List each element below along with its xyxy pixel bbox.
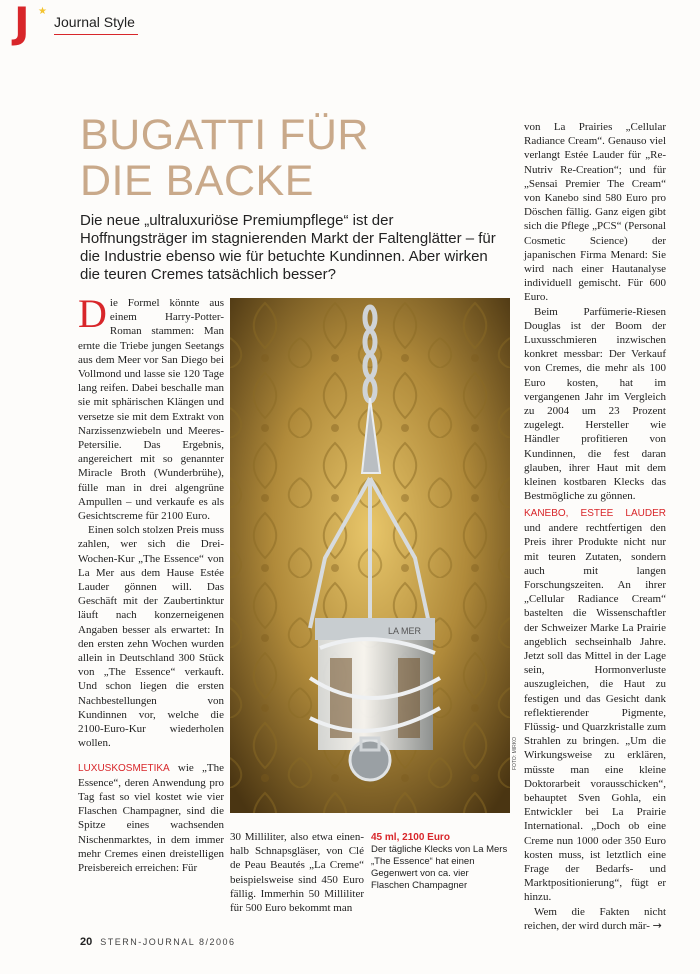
kicker: LUXUSKOSMETIKA bbox=[78, 762, 170, 774]
paragraph: Einen solch stolzen Preis muss zahlen, wer sich die Drei-Wochen-Kur „The Essence“ von La Mer aus dem Hause Estée Lauder gönnen will. Das Geschäft mit der Zaubertinktur läuft nach konzerneigenen Angaben besser als erwartet: In den ersten zehn Wochen wurden allein in Deutschland 300 Stück von „The Essence“ verkauft. Und schon liegen die ersten Nachbestellungen von Kundinnen vor, welche die 2100-Euro-Kur wiederholen wollen. bbox=[78, 524, 224, 750]
star-icon: ★ bbox=[38, 6, 47, 17]
paragraph bbox=[78, 761, 224, 876]
headline-line-2: DIE BACKE bbox=[80, 157, 314, 205]
paragraph bbox=[524, 506, 666, 905]
caption-text: Der tägliche Klecks von La Mers „The Essence“ hat einen Gegenwert von ca. vier Flaschen Champagner bbox=[371, 844, 508, 891]
section-header bbox=[8, 0, 208, 47]
headline-line-1: BUGATTI FÜR bbox=[80, 111, 369, 159]
photo-caption bbox=[371, 832, 509, 892]
paragraph: Beim Parfümerie-Riesen Douglas ist der Boom der Luxusschmieren inzwischen konkret messbar: Der Verkauf von Cremes, die mehr als 100 Euro kosten, hat im vergangenen Jahr im Vergleich zu 2004 um 23 Prozent zugelegt. Hersteller wie Händler profitieren von Kundinnen, die fest daran glauben, ihrer Haut mit dem kleinen kostbaren Klecks das Bestmögliche zu gönnen. bbox=[524, 305, 666, 503]
intro-paragraph bbox=[78, 291, 224, 523]
paragraph bbox=[524, 905, 666, 933]
paragraph: 30 Milliliter, also etwa einenhalb Schnapsgläser, von Clé de Peau Beautés „La Creme“ beispielsweise sind 450 Euro fällig. Immerhin 50 Milliliter für 500 Euro bekommt man bbox=[230, 831, 364, 915]
column-3 bbox=[524, 120, 666, 503]
drop-cap: D bbox=[78, 291, 107, 336]
column-2 bbox=[230, 830, 364, 915]
paragraph-text: wie „The Essence“, deren Anwendung pro Tag fast so viel kostet wie vier Flaschen Champagner, sind die Spitze eines wachsenden Nischenmarktes, in dem immer mehr Cremes einen dreistelligen Preisbereich erreichen: Für bbox=[78, 761, 224, 874]
headline bbox=[80, 112, 520, 204]
arrow-right-icon: → bbox=[652, 918, 662, 932]
section-label: Journal Style bbox=[54, 14, 135, 30]
intro-text: ie Formel könnte aus einem Harry-Potter-Roman stammen: Man ernte die Triebe jungen Seetangs aus dem Meer vor San Diego bei Vollmond und lasse sie 120 Tage lang reifen. Dabei beschalle man sie mit sphärischen Klängen und versetze sie mit dem Extrakt von Narzissenzwiebeln und Meeres-Petersilie. Das Ergebnis, angereichert mit so genannter Miracle Broth (Wunderbrühe), fülle man in drei algengrüne Ampullen – und verkaufe es als Gesichtscreme für 2100 Euro. bbox=[78, 297, 224, 523]
photo-credit: FOTO: MIRKO bbox=[512, 737, 518, 770]
kicker: KANEBO, ESTEE LAUDER bbox=[524, 508, 666, 519]
product-photo bbox=[230, 298, 510, 813]
paragraph: von La Prairies „Cellular Radiance Cream“. Genauso viel verlangt Estée Lauder für „Re-Nutriv Re-Creation“; und für „Sensai Premier The Cream“ von Kanebo sind 580 Euro pro Döschen fällig. Ganz eigen gibt sich die Pflege „PCS“ (Personal Cosmetic Science) der japanischen Firma Menard: Sie wird nach einer Hautanalyse individuell gemischt. Für 600 Euro. bbox=[524, 121, 666, 304]
page-number: 20 bbox=[80, 936, 93, 948]
column-3-continued bbox=[524, 506, 666, 933]
jar-label: LA MER bbox=[388, 626, 422, 636]
journal-logo: J bbox=[14, 0, 30, 47]
paragraph-text: Wem die Fakten nicht reichen, der wird durch mär- bbox=[524, 905, 666, 932]
paragraph-text: und andere rechtfertigen den Preis ihrer Produkte nicht nur mit teuren Zutaten, sondern auch mit langen Forschungszeiten. An ihrer „Cellular Radiance Cream“ bastelten die Wissenschaftler der Schweizer Marke La Prairie angeblich sechseinhalb Jahre. Jetzt soll das Mittel in der Lage sein, Hormonverluste auszugleichen, die Haut zu festigen und das Gesicht dank reflektierender Pigmente, Flüssig- und Quarzkristalle zum Strahlen zu bringen. „Um die Wirkungsweise zu erklären, müsste man eine kleine Doktorarbeit vorausschicken“, behauptet Sven Gohla, ein Entwickler bei La Prairie International. „Doch ob eine Creme nun 1000 oder 350 Euro kosten muss, ist letztlich eine Frage der Bedarfs- und Marktpositionierung“, fügt er hinzu. bbox=[524, 522, 666, 904]
section-rule bbox=[54, 34, 138, 35]
caption-title: 45 ml, 2100 Euro bbox=[371, 832, 450, 843]
publication-line: STERN-JOURNAL 8/2006 bbox=[100, 937, 236, 947]
photo-illustration bbox=[230, 298, 510, 813]
deck: Die neue „ultraluxuriöse Premiumpflege“ ist der Hoffnungsträger im stagnierenden Markt der Faltenglätter – für die Industrie ebenso wie für betuchte Kundinnen. Aber wirken die teuren Cremes tatsächlich besser? bbox=[80, 212, 496, 283]
page-footer bbox=[80, 936, 235, 948]
column-1 bbox=[78, 291, 224, 875]
